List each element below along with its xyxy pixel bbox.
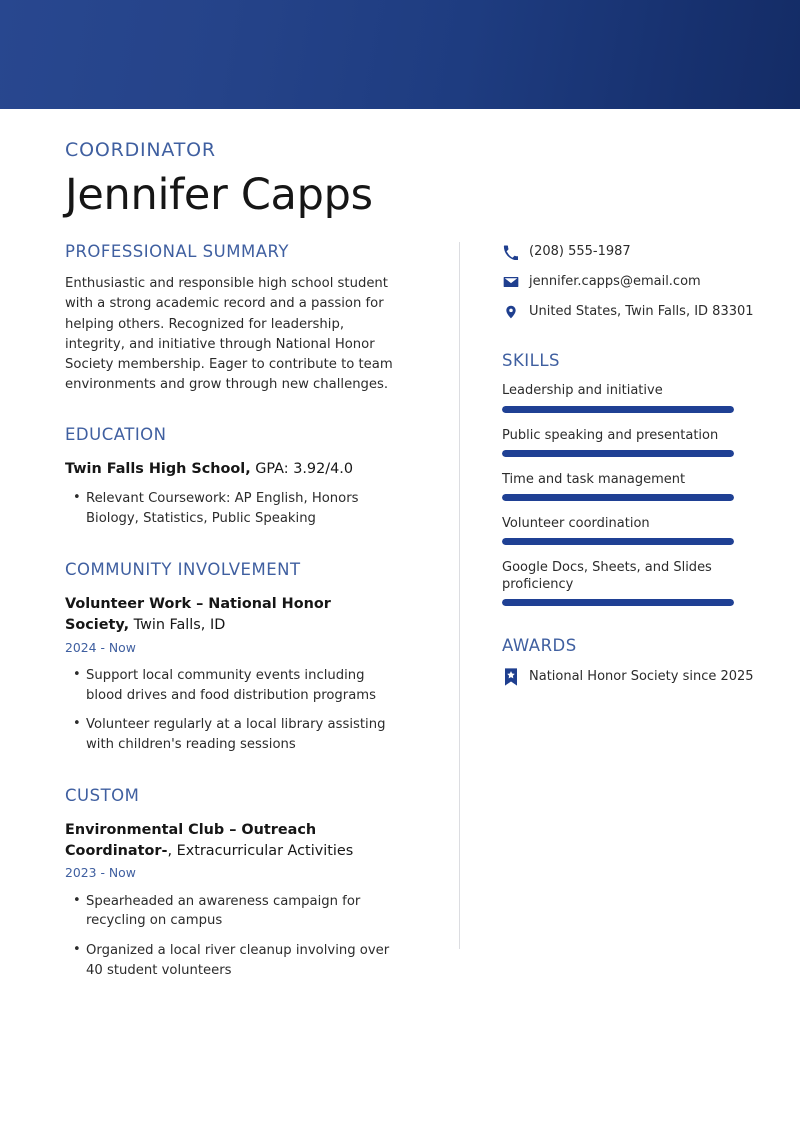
section-skills bbox=[502, 351, 800, 607]
skill-progress-track bbox=[502, 599, 734, 606]
skill-label: Time and task management bbox=[502, 471, 686, 487]
section-education bbox=[65, 425, 395, 529]
section-awards bbox=[502, 636, 800, 686]
awards-list bbox=[502, 668, 800, 686]
section-community-involvement bbox=[65, 560, 395, 755]
list-item: • Spearheaded an awareness campaign for recycling on campus bbox=[65, 892, 395, 932]
education-bullet-list bbox=[65, 489, 395, 529]
professional-summary-text: Enthusiastic and responsible high school student with a strong academic record and a passion for helping others. Recognized for leadership, integrity, and initiative through National Honor Society membership. Eager to contribute to team environments and grow through new challenges. bbox=[65, 276, 393, 392]
skill-label: Google Docs, Sheets, and Slides proficiency bbox=[502, 560, 712, 593]
skill-progress-fill bbox=[502, 450, 734, 457]
spacer bbox=[65, 539, 395, 560]
phone-icon bbox=[502, 244, 519, 261]
skill-progress-track bbox=[502, 406, 734, 413]
list-item: • Support local community events including blood drives and food distribution programs bbox=[65, 666, 395, 706]
custom-role-name: Environmental Club – Outreach Coordinator- bbox=[65, 821, 317, 859]
award-text: National Honor Society since 2025 bbox=[529, 668, 754, 684]
page-subtitle-role: COORDINATOR bbox=[65, 139, 216, 161]
right-column bbox=[395, 242, 800, 991]
section-heading-professional-summary: PROFESSIONAL SUMMARY bbox=[65, 241, 289, 261]
award-item bbox=[502, 668, 800, 686]
list-item: • Relevant Coursework: AP English, Honors Biology, Statistics, Public Speaking bbox=[65, 489, 395, 529]
skill-label: Leadership and initiative bbox=[502, 383, 663, 399]
skill-progress-fill bbox=[502, 494, 734, 501]
contact-row-location bbox=[502, 304, 800, 321]
section-custom bbox=[65, 786, 395, 981]
content-columns bbox=[0, 242, 800, 991]
skill-progress-fill bbox=[502, 538, 734, 545]
spacer bbox=[65, 395, 395, 425]
community-bullet-list bbox=[65, 666, 395, 755]
column-divider bbox=[459, 242, 460, 949]
education-gpa: GPA: 3.92/4.0 bbox=[250, 460, 353, 477]
envelope-icon bbox=[502, 274, 519, 291]
contact-row-phone bbox=[502, 244, 800, 261]
custom-bullet-list bbox=[65, 892, 395, 981]
list-item: • Organized a local river cleanup involving over 40 student volunteers bbox=[65, 941, 395, 981]
left-column bbox=[0, 242, 395, 991]
identity-block bbox=[0, 109, 800, 221]
skill-label: Volunteer coordination bbox=[502, 515, 650, 531]
skill-progress-track bbox=[502, 494, 734, 501]
education-school-name: Twin Falls High School, bbox=[65, 460, 251, 477]
skill-progress-fill bbox=[502, 599, 734, 606]
skill-item bbox=[502, 559, 800, 606]
custom-role-detail: , Extracurricular Activities bbox=[167, 842, 354, 859]
contact-email-value: jennifer.capps@email.com bbox=[529, 273, 701, 289]
resume-page bbox=[0, 109, 800, 991]
custom-entry-title bbox=[65, 820, 395, 862]
community-entry-date: 2024 - Now bbox=[65, 639, 136, 655]
page-title-name: Jennifer Capps bbox=[65, 169, 373, 220]
section-heading-custom: CUSTOM bbox=[65, 785, 140, 805]
community-role-name: Volunteer Work – National Honor Society, bbox=[65, 595, 331, 633]
location-pin-icon bbox=[502, 304, 519, 321]
community-location: Twin Falls, ID bbox=[129, 616, 226, 633]
section-heading-awards: AWARDS bbox=[502, 636, 577, 656]
list-item: • Volunteer regularly at a local library assisting with children's reading sessions bbox=[65, 715, 395, 755]
section-heading-community-involvement: COMMUNITY INVOLVEMENT bbox=[65, 560, 301, 580]
header-banner bbox=[0, 0, 800, 109]
skill-item bbox=[502, 515, 800, 545]
skill-item bbox=[502, 427, 800, 457]
contact-info-list bbox=[502, 244, 800, 321]
contact-location-value: United States, Twin Falls, ID 83301 bbox=[529, 303, 754, 319]
community-entry-title bbox=[65, 594, 395, 636]
contact-phone-value: (208) 555-1987 bbox=[529, 243, 631, 259]
section-heading-skills: SKILLS bbox=[502, 350, 561, 370]
section-heading-education: EDUCATION bbox=[65, 424, 167, 444]
custom-entry-date: 2023 - Now bbox=[65, 865, 136, 881]
skill-progress-fill bbox=[502, 406, 734, 413]
skills-list bbox=[502, 382, 800, 606]
award-ribbon-icon bbox=[502, 668, 520, 686]
skill-item bbox=[502, 471, 800, 501]
contact-row-email bbox=[502, 274, 800, 291]
spacer bbox=[65, 765, 395, 786]
skill-label: Public speaking and presentation bbox=[502, 427, 719, 443]
skill-progress-track bbox=[502, 450, 734, 457]
section-professional-summary bbox=[65, 242, 395, 395]
skill-item bbox=[502, 382, 800, 412]
education-entry-title bbox=[65, 459, 395, 480]
skill-progress-track bbox=[502, 538, 734, 545]
